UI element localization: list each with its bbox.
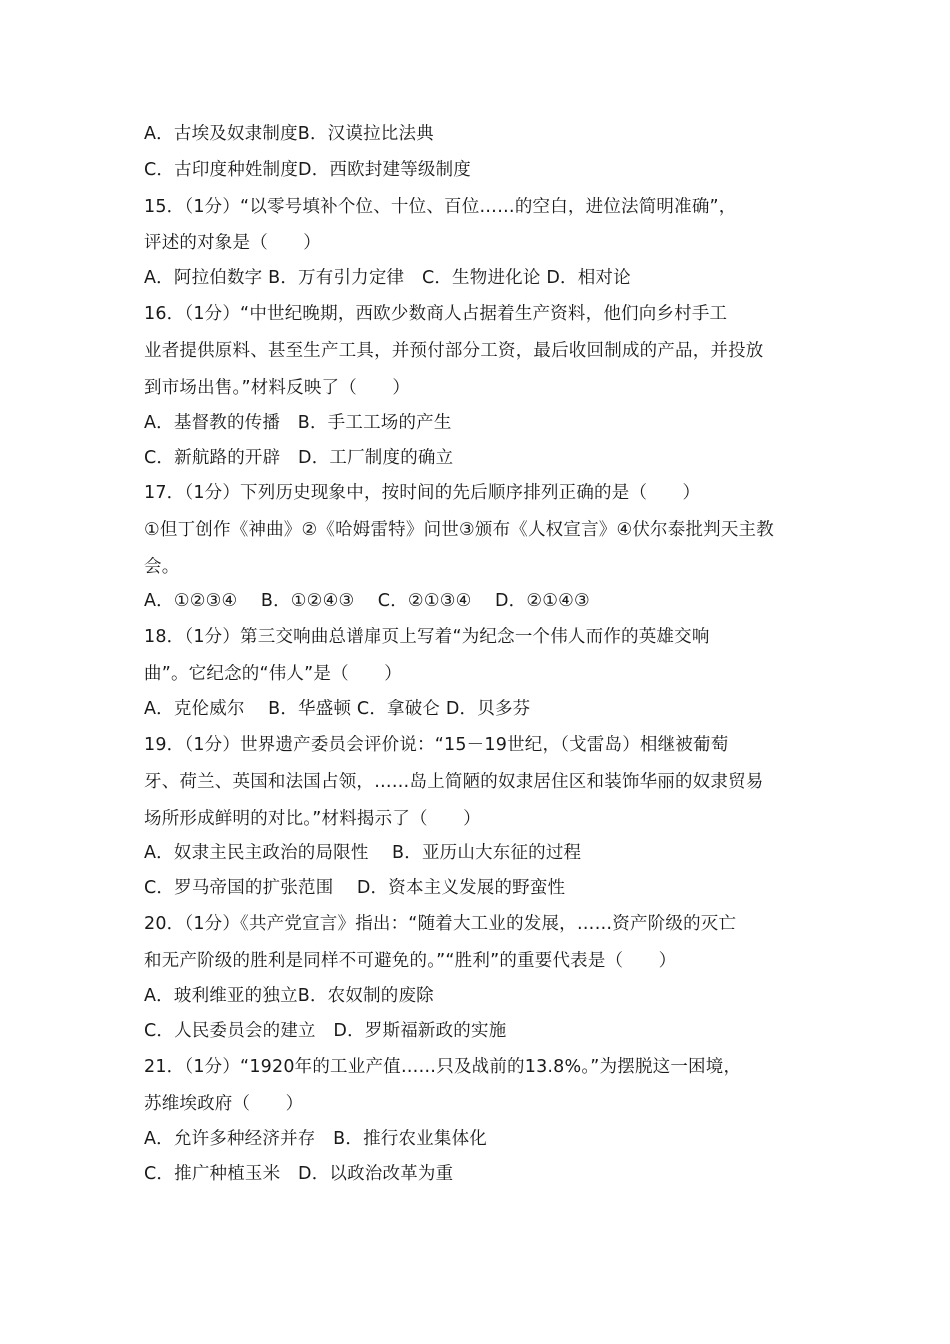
q18-stem-line-1: 18．（1分）第三交响曲总谱扉页上写着“为纪念一个伟人而作的英雄交响 <box>144 627 710 647</box>
q19-option-cd: C．罗马帝国的扩张范围 D．资本主义发展的野蛮性 <box>144 878 566 898</box>
q18-options: A．克伦威尔 B．华盛顿 C．拿破仑 D．贝多芬 <box>144 699 531 719</box>
q16-stem-line-1: 16．（1分）“中世纪晚期，西欧少数商人占据着生产资料，他们向乡村手工 <box>144 304 728 324</box>
q21-stem-line-2: 苏维埃政府（ ） <box>144 1094 304 1114</box>
q15-options: A．阿拉伯数字 B．万有引力定律 C．生物进化论 D．相对论 <box>144 268 631 288</box>
q19-option-ab: A．奴隶主民主政治的局限性 B．亚历山大东征的过程 <box>144 843 582 863</box>
q17-stem-line-2: ①但丁创作《神曲》②《哈姆雷特》问世③颁布《人权宣言》④伏尔泰批判天主教 <box>144 520 774 540</box>
q17-stem-line-3: 会。 <box>144 557 180 577</box>
q17-options: A．①②③④ B．①②④③ C．②①③④ D．②①④③ <box>144 591 590 611</box>
q15-stem-line-1: 15．（1分）“以零号填补个位、十位、百位……的空白，进位法简明准确”， <box>144 197 737 217</box>
q16-option-cd: C．新航路的开辟 D．工厂制度的确立 <box>144 448 454 468</box>
q20-stem-line-2: 和无产阶级的胜利是同样不可避免的。”“胜利”的重要代表是（ ） <box>144 951 677 971</box>
q18-stem-line-2: 曲”。它纪念的“伟人”是（ ） <box>144 664 402 684</box>
q20-option-cd: C．人民委员会的建立 D．罗斯福新政的实施 <box>144 1021 507 1041</box>
q20-stem-line-1: 20．（1分）《共产党宣言》指出：“随着大工业的发展，……资产阶级的灭亡 <box>144 914 737 934</box>
q21-option-ab: A．允许多种经济并存 B．推行农业集体化 <box>144 1129 487 1149</box>
q15-stem-line-2: 评述的对象是（ ） <box>144 233 321 253</box>
q16-stem-line-2: 业者提供原料、甚至生产工具，并预付部分工资，最后收回制成的产品，并投放 <box>144 341 764 361</box>
q21-option-cd: C．推广种植玉米 D．以政治改革为重 <box>144 1164 454 1184</box>
q16-option-ab: A．基督教的传播 B．手工工场的产生 <box>144 413 452 433</box>
q17-stem-line-1: 17．（1分）下列历史现象中，按时间的先后顺序排列正确的是（ ） <box>144 483 701 503</box>
q19-stem-line-3: 场所形成鲜明的对比。”材料揭示了（ ） <box>144 809 481 829</box>
q19-stem-line-1: 19．（1分）世界遗产委员会评价说：“15－19世纪，（戈雷岛）相继被葡萄 <box>144 735 729 755</box>
q14-option-cd: C．古印度种姓制度D．西欧封建等级制度 <box>144 160 471 180</box>
q20-option-ab: A．玻利维亚的独立B．农奴制的废除 <box>144 986 434 1006</box>
q14-option-ab: A．古埃及奴隶制度B．汉谟拉比法典 <box>144 124 434 144</box>
q19-stem-line-2: 牙、荷兰、英国和法国占领，……岛上简陋的奴隶居住区和装饰华丽的奴隶贸易 <box>144 772 764 792</box>
q21-stem-line-1: 21．（1分）“1920年的工业产值……只及战前的13.8%。”为摆脱这一困境， <box>144 1057 742 1077</box>
q16-stem-line-3: 到市场出售。”材料反映了（ ） <box>144 378 411 398</box>
